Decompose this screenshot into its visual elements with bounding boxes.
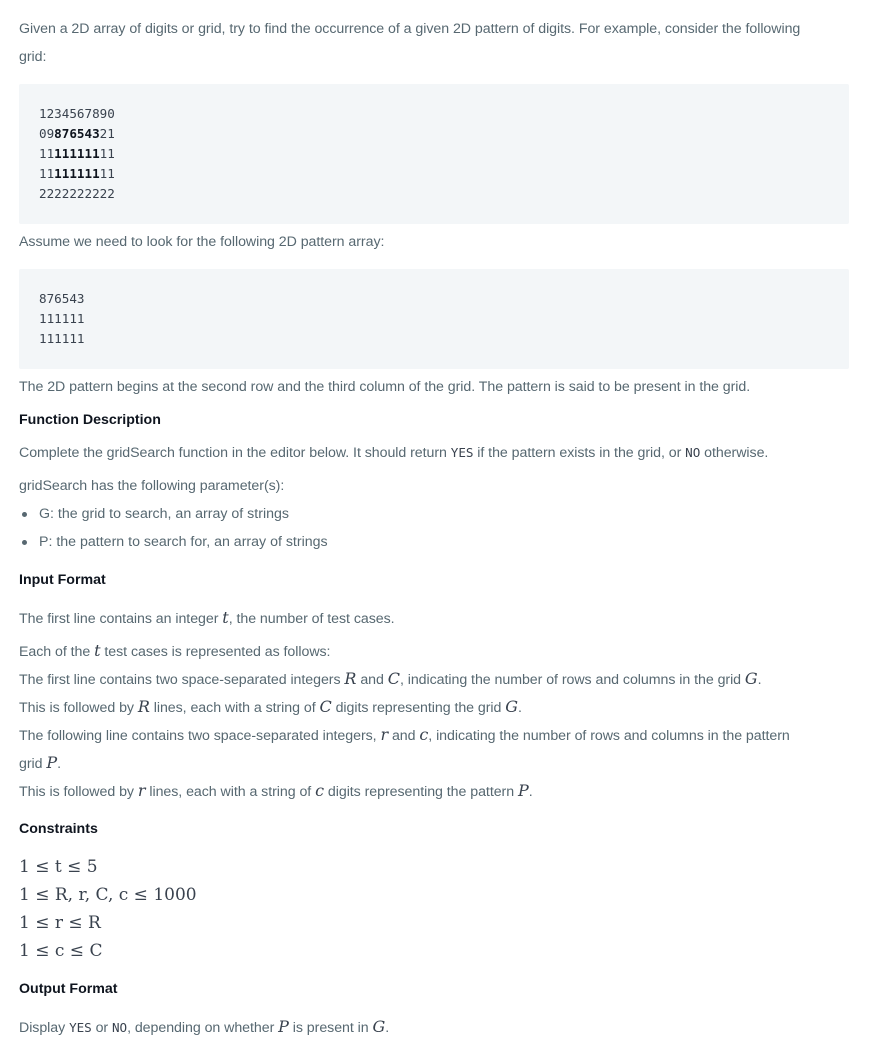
input-line-2: Each of the t test cases is represented as follows: — [19, 641, 331, 660]
input-format-heading: Input Format — [19, 572, 106, 588]
input-line-6: This is followed by r lines, each with a string of c digits representing the pattern P. — [19, 781, 533, 800]
input-line-5-cont: grid P. — [19, 753, 61, 772]
grid-row: 0987654321 — [39, 126, 115, 141]
pattern-intro: Assume we need to look for the following 2D pattern array: — [19, 234, 385, 250]
input-line-4: This is followed by R lines, each with a string of C digits representing the grid G. — [19, 697, 522, 716]
output-format-heading: Output Format — [19, 981, 118, 997]
grid-example-code-block — [19, 84, 849, 224]
intro-line-2: grid: — [19, 49, 47, 65]
grid-row: 1111111111 — [39, 166, 115, 181]
constraints-heading: Constraints — [19, 821, 98, 837]
input-line-5: The following line contains two space-separated integers, r and c, indicating the number of rows and columns in the pattern — [19, 725, 790, 744]
constraint-rows: 1 ≤ r ≤ R — [19, 913, 101, 933]
function-description-heading: Function Description — [19, 412, 161, 428]
grid-row: 1111111111 — [39, 146, 115, 161]
grid-row: 1234567890 — [39, 106, 115, 121]
params-intro: gridSearch has the following parameter(s): — [19, 478, 285, 494]
pattern-row: 111111 — [39, 331, 85, 346]
constraint-dimensions: 1 ≤ R, r, C, c ≤ 1000 — [19, 885, 197, 905]
intro-line-1: Given a 2D array of digits or grid, try to find the occurrence of a given 2D pattern of digits. For example, consider the following — [19, 21, 801, 37]
pattern-row: 876543 — [39, 291, 85, 306]
grid-row: 2222222222 — [39, 186, 115, 201]
pattern-example-code-block — [19, 269, 849, 369]
params-list — [19, 500, 328, 556]
input-line-1: The first line contains an integer t, the number of test cases. — [19, 608, 395, 627]
pattern-explanation: The 2D pattern begins at the second row and the third column of the grid. The pattern is said to be present in the grid. — [19, 379, 751, 395]
pattern-row: 111111 — [39, 311, 85, 326]
function-description-text: Complete the gridSearch function in the editor below. It should return YES if the pattern exists in the grid, or NO otherwise. — [19, 445, 769, 461]
output-format-text: Display YES or NO, depending on whether P is present in G. — [19, 1017, 390, 1036]
constraint-t: 1 ≤ t ≤ 5 — [19, 857, 98, 877]
input-line-3: The first line contains two space-separated integers R and C, indicating the number of rows and columns in the grid G. — [19, 669, 762, 688]
param-item-p: P: the pattern to search for, an array of strings — [19, 528, 328, 556]
constraint-cols: 1 ≤ c ≤ C — [19, 941, 103, 961]
param-item-g: G: the grid to search, an array of strings — [19, 500, 328, 528]
